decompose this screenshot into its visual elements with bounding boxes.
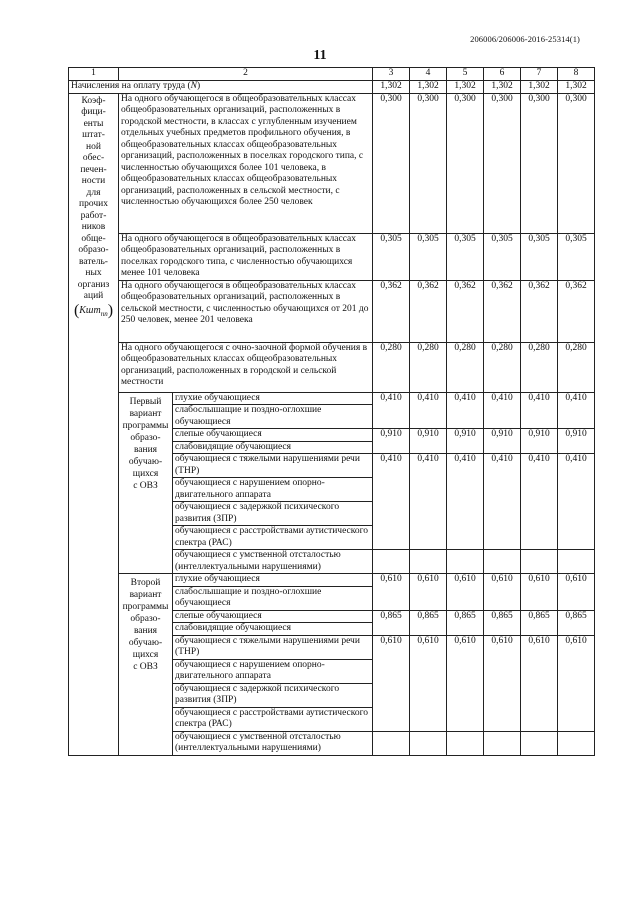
coefficient-value: 0,300 — [410, 93, 447, 233]
student-category: слепые обучающиеся — [173, 610, 373, 623]
header-col-8: 8 — [558, 68, 595, 81]
coefficient-value: 0,865 — [484, 610, 521, 635]
coefficient-label-line: печен- — [80, 164, 107, 175]
coefficient-value — [558, 550, 595, 574]
coefficient-label-cell — [69, 93, 119, 755]
variant-label-line: программы — [122, 602, 169, 612]
student-category: слепые обучающиеся — [173, 429, 373, 442]
page-number: 11 — [313, 48, 327, 63]
coefficient-label-line: обще- — [81, 233, 106, 244]
coefficient-value: 0,610 — [373, 574, 410, 611]
payroll-value: 1,302 — [410, 81, 447, 94]
coefficient-value: 0,362 — [447, 280, 484, 342]
payroll-label: Начисления на оплату труда (N) — [69, 81, 373, 94]
coefficient-value — [447, 731, 484, 755]
coefficient-value: 0,610 — [373, 635, 410, 731]
coefficient-value: 0,865 — [447, 610, 484, 635]
variant-label-line: Второй — [130, 578, 161, 588]
coefficients-table — [68, 67, 595, 756]
coefficient-value: 0,362 — [410, 280, 447, 342]
coefficient-value: 0,610 — [484, 574, 521, 611]
coefficient-value: 0,362 — [484, 280, 521, 342]
coefficient-value: 0,410 — [484, 392, 521, 429]
coefficient-value: 0,610 — [484, 635, 521, 731]
coefficient-value: 0,865 — [373, 610, 410, 635]
coefficient-label-line: аций — [83, 291, 104, 301]
coefficient-value: 0,362 — [558, 280, 595, 342]
coefficient-symbol: (Кшт$_{пп}$) — [73, 301, 114, 319]
variant1-label — [119, 392, 173, 574]
variant-label-line: с ОВЗ — [133, 662, 158, 672]
header-col-4: 4 — [410, 68, 447, 81]
coefficient-value: 0,280 — [410, 342, 447, 392]
coefficient-value: 0,865 — [558, 610, 595, 635]
variant-label-line: щихся — [132, 468, 159, 479]
coefficient-value — [484, 731, 521, 755]
coefficient-value: 0,610 — [558, 574, 595, 611]
coefficient-label-line: ников — [81, 222, 106, 232]
student-category: обучающиеся с задержкой психического развития (ЗПР) — [173, 683, 373, 707]
coefficient-value — [521, 550, 558, 574]
payroll-value: 1,302 — [447, 81, 484, 94]
variant-label-line: вания — [133, 444, 158, 455]
student-category: обучающиеся с расстройствами аутистического спектра (РАС) — [173, 526, 373, 550]
variant-label-line: обучаю- — [128, 638, 163, 648]
coefficient-label-line: для — [86, 187, 101, 198]
student-category: обучающиеся с нарушением опорно-двигательного аппарата — [173, 659, 373, 683]
coefficient-value: 0,410 — [558, 392, 595, 429]
coefficient-value: 0,305 — [373, 233, 410, 280]
coefficient-value — [484, 550, 521, 574]
coefficient-value: 0,410 — [447, 454, 484, 550]
student-category: обучающиеся с тяжелыми нарушениями речи (ТНР) — [173, 635, 373, 659]
coefficient-value: 0,410 — [410, 392, 447, 429]
coefficient-value: 0,280 — [373, 342, 410, 392]
coefficient-value: 0,610 — [410, 574, 447, 611]
coefficient-value: 0,280 — [558, 342, 595, 392]
payroll-value: 1,302 — [558, 81, 595, 94]
coefficient-value: 0,910 — [521, 429, 558, 454]
coefficient-value: 0,280 — [447, 342, 484, 392]
coefficient-value: 0,410 — [447, 392, 484, 429]
coefficient-label-line: фици- — [81, 107, 106, 117]
payroll-value: 1,302 — [484, 81, 521, 94]
variant-label-line: программы — [122, 420, 169, 431]
coefficient-row — [69, 233, 595, 280]
variant-label-line: вариант — [129, 590, 162, 600]
student-category: слабослышащие и поздно-оглохшие обучающиеся — [173, 405, 373, 429]
coefficient-label-line: обес- — [82, 153, 105, 163]
variant-item-row — [69, 392, 595, 405]
coefficient-value: 0,910 — [410, 429, 447, 454]
coefficient-row — [69, 93, 595, 233]
coefficient-label-line: ности — [81, 176, 106, 186]
coefficient-label-line: работ- — [80, 210, 107, 221]
variant-label-line: обучаю- — [128, 456, 163, 467]
coefficient-value: 0,305 — [410, 233, 447, 280]
variant-label-line: с ОВЗ — [133, 480, 158, 491]
coefficient-value — [558, 731, 595, 755]
coefficient-value: 0,300 — [447, 93, 484, 233]
coefficient-value: 0,362 — [521, 280, 558, 342]
coefficient-value: 0,910 — [558, 429, 595, 454]
header-col-7: 7 — [521, 68, 558, 81]
student-category: глухие обучающиеся — [173, 574, 373, 587]
coefficient-label-line: ных — [85, 268, 102, 278]
coefficient-value: 0,300 — [558, 93, 595, 233]
coefficient-value: 0,610 — [447, 574, 484, 611]
coefficient-value: 0,300 — [373, 93, 410, 233]
header-col-3: 3 — [373, 68, 410, 81]
coefficient-value: 0,410 — [521, 392, 558, 429]
student-category: обучающиеся с тяжелыми нарушениями речи (ТНР) — [173, 454, 373, 478]
payroll-value: 1,302 — [373, 81, 410, 94]
coefficient-value: 0,410 — [521, 454, 558, 550]
student-category: обучающиеся с умственной отсталостью (интеллектуальными нарушениями) — [173, 731, 373, 755]
coefficient-value — [410, 550, 447, 574]
coefficient-value: 0,305 — [521, 233, 558, 280]
coefficient-value: 0,300 — [521, 93, 558, 233]
coefficient-label-line: ватель- — [79, 256, 108, 267]
header-col-5: 5 — [447, 68, 484, 81]
coefficient-value — [521, 731, 558, 755]
coefficient-value: 0,305 — [447, 233, 484, 280]
coefficient-label-line: образо- — [78, 245, 109, 255]
variant-label-line: образо- — [130, 614, 161, 624]
variant-label-line: вариант — [129, 408, 162, 419]
coefficient-value: 0,280 — [521, 342, 558, 392]
payroll-row — [69, 81, 595, 94]
student-category: обучающиеся с умственной отсталостью (интеллектуальными нарушениями) — [173, 550, 373, 574]
coefficient-value: 0,362 — [373, 280, 410, 342]
header-row — [69, 68, 595, 81]
coefficient-value — [447, 550, 484, 574]
coefficient-value: 0,300 — [484, 93, 521, 233]
student-category: слабовидящие обучающиеся — [173, 441, 373, 454]
coefficient-value: 0,610 — [558, 635, 595, 731]
coefficient-value: 0,305 — [484, 233, 521, 280]
coefficient-value: 0,410 — [410, 454, 447, 550]
coefficient-row-text: На одного обучающегося в общеобразовательных классах общеобразовательных организаций, расположенных в сельской местности, с численностью обучающихся от 201 до 250 человек, менее 201 человека — [119, 280, 373, 342]
coefficient-value: 0,410 — [558, 454, 595, 550]
coefficient-label-line: прочих — [79, 199, 108, 209]
variant-label-line: вания — [133, 626, 158, 636]
coefficient-label-line: Коэф- — [81, 95, 106, 106]
student-category: обучающиеся с нарушением опорно-двигательного аппарата — [173, 478, 373, 502]
coefficient-value — [373, 731, 410, 755]
coefficient-row-text: На одного обучающегося в общеобразовательных классах общеобразовательных организаций, расположенных в поселках городского типа, с численностью обучающихся менее 101 человека — [119, 233, 373, 280]
coefficient-label-line: штат- — [82, 130, 105, 140]
coefficient-row-text: На одного обучающегося с очно-заочной формой обучения в общеобразовательных классах общеобразовательных организаций, расположенных в городской и сельской местности — [119, 342, 373, 392]
coefficient-value: 0,610 — [410, 635, 447, 731]
coefficient-value — [410, 731, 447, 755]
coefficient-row — [69, 280, 595, 342]
header-col-6: 6 — [484, 68, 521, 81]
student-category: слабовидящие обучающиеся — [173, 623, 373, 636]
coefficient-value: 0,305 — [558, 233, 595, 280]
coefficient-value: 0,410 — [373, 454, 410, 550]
coefficient-label-line: ной — [86, 141, 101, 152]
coefficient-label-line: енты — [83, 118, 104, 129]
variant-label-line: щихся — [132, 650, 159, 660]
coefficient-value: 0,410 — [373, 392, 410, 429]
coefficient-value: 0,610 — [521, 574, 558, 611]
student-category: обучающиеся с задержкой психического развития (ЗПР) — [173, 502, 373, 526]
document-reference-number: 206006/206006-2016-25314(1) — [470, 34, 580, 44]
coefficient-value — [373, 550, 410, 574]
coefficient-value: 0,610 — [447, 635, 484, 731]
student-category: обучающиеся с расстройствами аутистического спектра (РАС) — [173, 707, 373, 731]
header-col-1: 1 — [69, 68, 119, 81]
coefficient-value: 0,910 — [484, 429, 521, 454]
variant2-label — [119, 574, 173, 756]
student-category: глухие обучающиеся — [173, 392, 373, 405]
coefficient-label-line: организ — [77, 279, 110, 290]
variant-label-line: Первый — [129, 396, 162, 407]
coefficient-row — [69, 342, 595, 392]
coefficient-value: 0,910 — [447, 429, 484, 454]
coefficient-value: 0,610 — [521, 635, 558, 731]
payroll-value: 1,302 — [521, 81, 558, 94]
coefficient-value: 0,410 — [484, 454, 521, 550]
header-col-2: 2 — [119, 68, 373, 81]
coefficient-value: 0,280 — [484, 342, 521, 392]
variant-item-row — [69, 574, 595, 587]
coefficient-row-text: На одного обучающегося в общеобразовательных классах общеобразовательных организаций, расположенных в городской местности, в классах с углубленным изучением отдельных учебных предметов профильного обучения, в общеобразовательных классах общеобразовательных организаций, расположенных в поселках городского типа, с численностью обучающихся более 101 человека, в общеобразовательных классах общеобразовательных организаций, расположенных в сельской местности, с численностью обучающихся более 250 человек — [119, 93, 373, 233]
coefficient-value: 0,865 — [410, 610, 447, 635]
variant-label-line: образо- — [130, 432, 161, 443]
coefficient-value: 0,865 — [521, 610, 558, 635]
coefficient-value: 0,910 — [373, 429, 410, 454]
student-category: слабослышащие и поздно-оглохшие обучающиеся — [173, 586, 373, 610]
